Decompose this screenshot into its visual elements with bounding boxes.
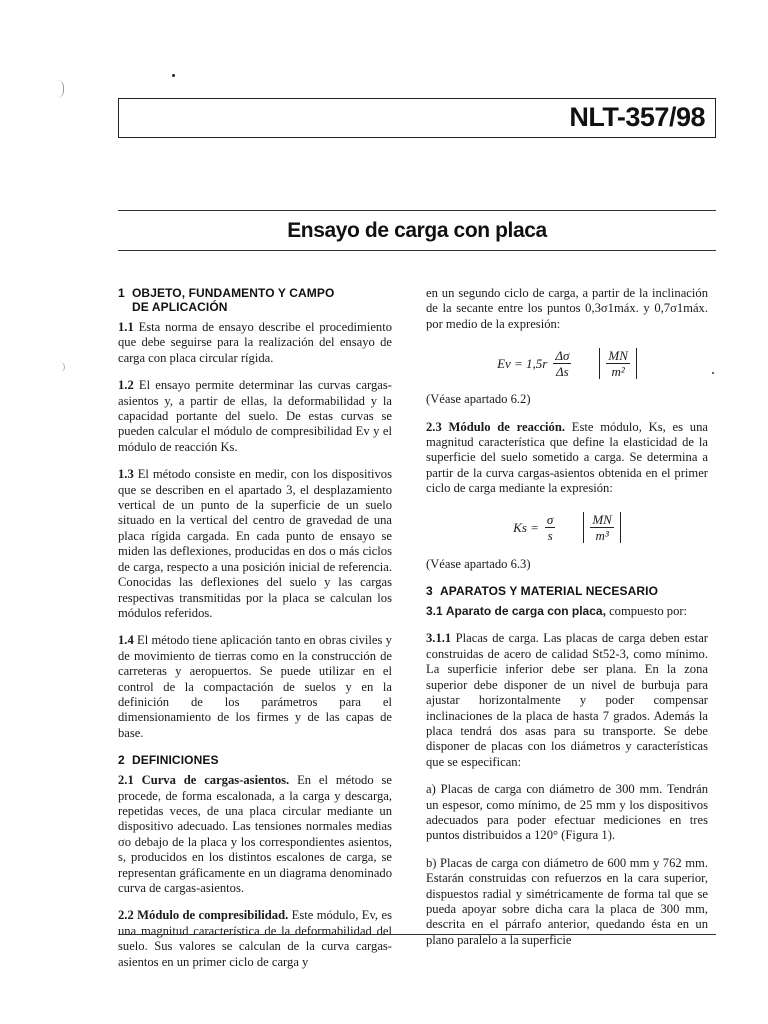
paragraph-label: 1.2 bbox=[118, 378, 134, 393]
formula-lhs: Ks = bbox=[513, 519, 539, 535]
paragraph-3-1 bbox=[426, 604, 708, 619]
unit-denominator: m³ bbox=[595, 528, 609, 544]
title-rule-bottom bbox=[118, 250, 716, 251]
paragraph-term: Curva de cargas-asientos. bbox=[141, 773, 290, 788]
paragraph-text: El método tiene aplicación tanto en obras civiles y de movimiento de tierras como en la construcción de carreteras y aeropuertos. Se puede utilizar en el control de la compactación de suelos y en la definición de los parámetros para el dimensionamiento de los firmes y de las capas de base. bbox=[118, 633, 392, 740]
section-number: 3 bbox=[426, 584, 433, 599]
paragraph-text: En el método se procede, de forma escalonada, a la carga y descarga, repetidas veces, de una placa circular mediante un dispositivo adecuado. Las tensiones normales medias σo debajo de la placa y los correspondientes asientos, s, producidos en los distintos escalones de carga, se representan gráficamente en un diagrama denominado curva de cargas-asientos. bbox=[118, 773, 392, 895]
section-number: 2 bbox=[118, 753, 125, 768]
paragraph-text: Este módulo, Ks, es una magnitud característica que define la elasticidad de la superficie del suelo sometido a carga. Se determina a partir de la curva cargas-asientos obtenida en el primer ciclo de carga mediante la expresión: bbox=[426, 419, 708, 496]
scan-mark bbox=[57, 80, 64, 98]
title-rule-top bbox=[118, 210, 716, 211]
scan-mark bbox=[60, 362, 65, 372]
paragraph-1-3 bbox=[118, 467, 392, 621]
paragraph-continuation: en un segundo ciclo de carga, a partir de la inclinación de la secante entre los puntos 0,3σ1máx. y 0,7σ1máx. por medio de la expresión: bbox=[426, 286, 708, 331]
paragraph-label: 3.1.1 bbox=[426, 631, 452, 646]
paragraph-1-1 bbox=[118, 320, 392, 366]
paragraph-term: Módulo de reacción. bbox=[448, 419, 566, 434]
formula-fraction bbox=[553, 348, 571, 379]
paragraph-3-1-1 bbox=[426, 631, 708, 770]
scan-speck bbox=[712, 372, 714, 374]
section-title: APARATOS Y MATERIAL NECESARIO bbox=[440, 584, 659, 599]
paragraph-1-4 bbox=[118, 633, 392, 741]
section-title: DEFINICIONES bbox=[132, 753, 219, 768]
paragraph-2-1 bbox=[118, 773, 392, 896]
paragraph-label: 1.4 bbox=[118, 633, 134, 648]
fraction-denominator: s bbox=[547, 528, 553, 544]
fraction-denominator: Δs bbox=[556, 363, 569, 379]
paragraph-text: Esta norma de ensayo describe el procedimiento que debe seguirse para la realización del ensayo de carga con placa circular rígida. bbox=[118, 320, 392, 365]
formula-ev bbox=[426, 340, 708, 386]
paragraph-label: 1.1 bbox=[118, 320, 134, 334]
paragraph-label: 1.3 bbox=[118, 467, 134, 482]
paragraph-text: compuesto por: bbox=[609, 604, 688, 619]
paragraph-label: 2.1 bbox=[118, 773, 134, 788]
reference-note: (Véase apartado 6.2) bbox=[426, 392, 531, 407]
document-title: Ensayo de carga con placa bbox=[287, 219, 547, 242]
scan-speck bbox=[172, 74, 175, 77]
standard-code-box bbox=[118, 98, 716, 138]
formula-unit bbox=[583, 512, 621, 543]
paragraph-term: Aparato de carga con placa, bbox=[445, 604, 606, 619]
formula-unit bbox=[599, 348, 637, 379]
left-column bbox=[118, 286, 392, 970]
paragraph-text: Placas de carga. Las placas de carga deben estar construidas de acero de calidad St52-3, como mínimo. La superficie inferior debe ser plana. En la zona superior debe disponer de un nivel de burbuja para ajustar horizontalmente y poder compensar inclinaciones de la placa de hasta 7 grados. Además la placa tendrá dos asas para su transporte. Se debe disponer de placas con los diámetros y características que se especifican: bbox=[426, 631, 708, 769]
unit-numerator: MN bbox=[592, 512, 612, 528]
paragraph-b: b) Placas de carga con diámetro de 600 mm y 762 mm. Estarán construidas con refuerzos en la cara superior, dispuestos radial y simétricamente de forma tal que se pueda apoyar sobre dicha cara la placa de 300 mm, descrita en el párrafo anterior, quedando ésta en un plano paralelo a la superficie bbox=[426, 855, 708, 947]
paragraph-2-2 bbox=[118, 908, 392, 970]
reference-note: (Véase apartado 6.3) bbox=[426, 556, 531, 571]
section-number: 1 bbox=[118, 286, 125, 300]
section-3-heading bbox=[426, 584, 708, 598]
fraction-numerator: σ bbox=[546, 512, 554, 528]
paragraph-label: 2.3 bbox=[426, 419, 442, 434]
paragraph-text: El método consiste en medir, con los dispositivos que se describen en el apartado 3, el desplazamiento vertical de un punto de la superficie de un suelo situado en la vertical del centro de gravedad de una placa rígida cargada. En cada punto de ensayo se miden las deflexiones, producidas en dos o más ciclos de carga, respecto a una posición inicial de referencia. Conocidas las deflexiones del suelo y las cargas respectivas transmitidas por la placa se calculan los módulos referidos. bbox=[118, 467, 392, 620]
formula-fraction bbox=[545, 512, 555, 543]
formula-ks bbox=[426, 505, 708, 551]
paragraph-text: El ensayo permite determinar las curvas cargas-asientos y, a partir de ellas, la deformabilidad y la capacidad portante del suelo. De estas curvas se pueden calcular el módulo de compresibilidad Ev y el módulo de reacción Ks. bbox=[118, 378, 392, 454]
section-1-heading bbox=[118, 286, 392, 314]
footer-rule bbox=[118, 934, 716, 935]
section-title-cont: DE APLICACIÓN bbox=[132, 300, 228, 314]
section-title: OBJETO, FUNDAMENTO Y CAMPO bbox=[132, 286, 335, 300]
standard-code: NLT-357/98 bbox=[569, 102, 705, 132]
paragraph-a: a) Placas de carga con diámetro de 300 mm. Tendrán un espesor, como mínimo, de 25 mm y los dispositivos adecuados para poder efectuar mediciones en tres puntos distribuidos a 120° (Figura 1). bbox=[426, 782, 708, 843]
paragraph-2-3 bbox=[426, 420, 708, 497]
paragraph-1-2 bbox=[118, 378, 392, 455]
fraction-numerator: Δσ bbox=[555, 347, 570, 363]
paragraph-text: Este módulo, Ev, es una magnitud característica de la deformabilidad del suelo. Sus valores se calculan de la curva cargas-asientos en un primer ciclo de carga y bbox=[118, 908, 392, 969]
unit-denominator: m² bbox=[611, 363, 625, 379]
paragraph-label: 3.1 bbox=[426, 604, 443, 619]
section-2-heading bbox=[118, 753, 392, 767]
paragraph-term: Módulo de compresibilidad. bbox=[137, 908, 289, 923]
unit-numerator: MN bbox=[608, 347, 628, 363]
paragraph-label: 2.2 bbox=[118, 908, 134, 923]
right-column bbox=[426, 286, 708, 948]
formula-lhs: Ev = 1,5r bbox=[497, 355, 548, 371]
